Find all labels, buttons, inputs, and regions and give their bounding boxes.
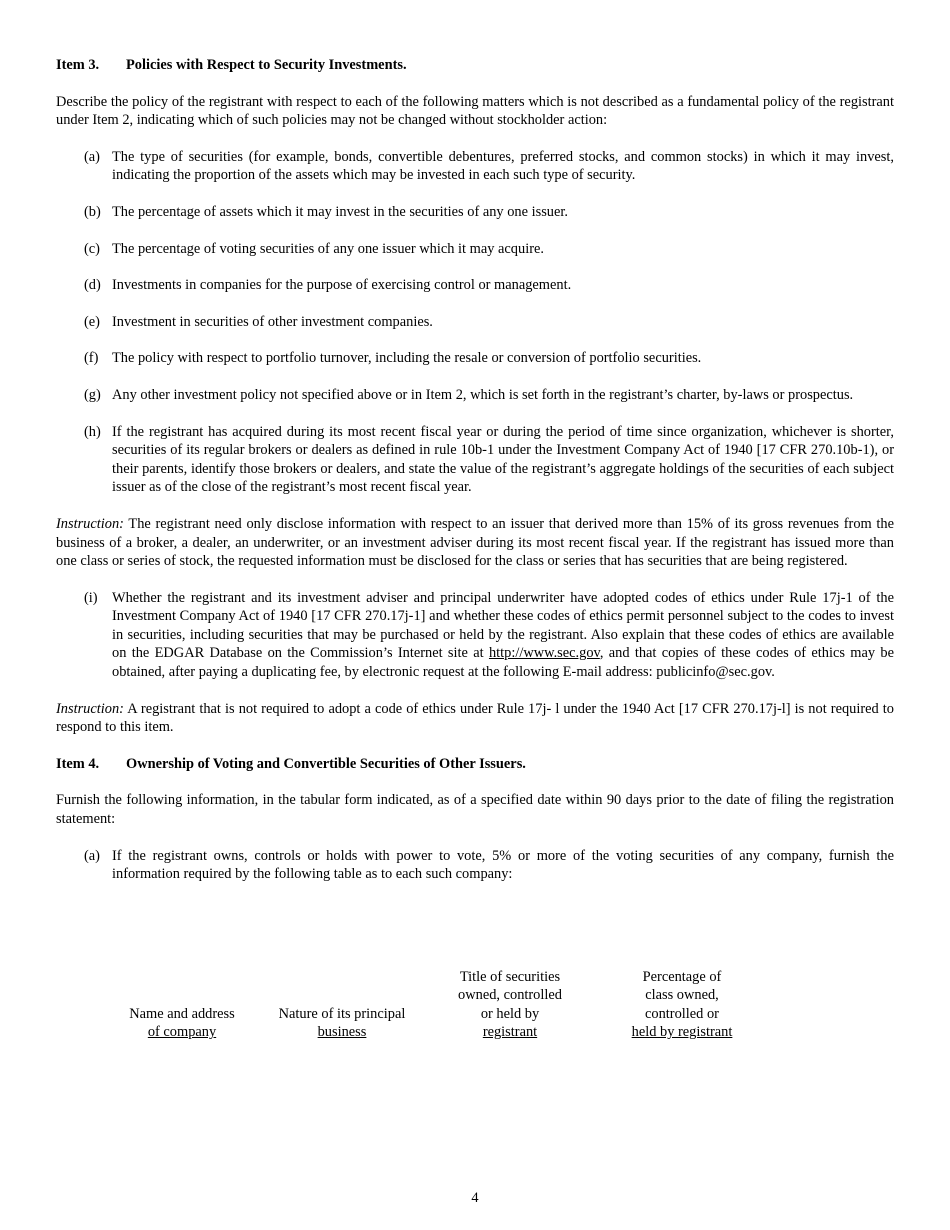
item3-heading [56, 56, 894, 75]
list-text: The percentage of voting securities of any one issuer which it may acquire. [112, 240, 544, 257]
list-text: Investment in securities of other investment companies. [112, 313, 433, 330]
instruction-paragraph-1 [56, 515, 894, 571]
list-item [56, 847, 894, 884]
page-number: 4 [471, 1190, 479, 1206]
list-item [56, 423, 894, 497]
column-header-nature-business [262, 1005, 422, 1042]
item4-number: Item 4. [56, 755, 100, 772]
list-item [56, 276, 894, 295]
item4-heading [56, 755, 894, 774]
list-item [56, 203, 894, 222]
list-label: (h) [84, 423, 101, 440]
list-item [56, 349, 894, 368]
item4-list [56, 847, 894, 884]
list-text: If the registrant has acquired during its most recent fiscal year or during the period of time since organization, whichever is shorter, securities of its regular brokers or dealers as defined in rule 10b-1 under the Investment Company Act of 1940 [17 CFR 270.10b-1), or their parents, identify those brokers or dealers, and state the value of the registrant’s aggregate holdings of the securities of each subject issuer as of the close of the registrant’s most recent fiscal year. [112, 423, 894, 496]
ownership-table-header [112, 962, 752, 1042]
item3-number: Item 3. [56, 57, 100, 73]
list-text: Investments in companies for the purpose of exercising control or management. [112, 277, 572, 294]
list-item [56, 240, 894, 259]
list-label: (g) [84, 386, 101, 403]
list-label: (f) [84, 350, 99, 367]
list-item [56, 589, 894, 682]
item4-intro: Furnish the following information, in the tabular form indicated, as of a specified date within 90 days prior to the date of filing the registration statement: [56, 792, 894, 828]
instruction-label: Instruction: [56, 515, 124, 532]
header-line-underlined: business [317, 1024, 367, 1041]
list-label: (d) [84, 277, 101, 294]
header-line: Nature of its principal [278, 1005, 406, 1022]
header-line: owned, controlled [458, 987, 562, 1004]
header-line-underlined: held by registrant [631, 1024, 733, 1041]
sec-website-link[interactable]: http://www.sec.gov [488, 645, 600, 662]
instruction-paragraph-2 [56, 700, 894, 737]
list-item [56, 148, 894, 185]
column-header-percentage [607, 968, 757, 1042]
item3-title: Policies with Respect to Security Investments. [126, 57, 407, 73]
instruction-label: Instruction: [56, 700, 124, 717]
item3-intro: Describe the policy of the registrant with respect to each of the following matters which is not described as a fundamental policy of the registrant under Item 2, indicating which of such policies may not be changed without stockholder action: [56, 93, 894, 129]
header-line: Percentage of [642, 968, 722, 985]
list-label: (e) [84, 313, 100, 330]
list-label: (b) [84, 203, 101, 220]
header-line: or held by [480, 1005, 540, 1022]
list-text: Any other investment policy not specified above or in Item 2, which is set forth in the registrant’s charter, by-laws or prospectus. [112, 386, 854, 403]
header-line-underlined: of company [147, 1024, 217, 1041]
list-item [56, 313, 894, 332]
instruction-text: A registrant that is not required to adopt a code of ethics under Rule 17j- l under the 1940 Act [17 CFR 270.17j-l] is not required to respond to this item. [56, 700, 894, 736]
header-line-underlined: registrant [482, 1024, 538, 1041]
list-label: (c) [84, 240, 100, 257]
list-item [56, 386, 894, 405]
column-header-name-address [112, 1005, 252, 1042]
header-line: controlled or [645, 1005, 719, 1022]
list-text-continued: , and that copies of these codes of ethics may be obtained, after paying a duplicating fee, by electronic request at the following E-mail address: publicinfo@sec.gov. [112, 645, 894, 681]
list-text: If the registrant owns, controls or holds with power to vote, 5% or more of the voting securities of any company, furnish the information required by the following table as to each such company: [112, 847, 894, 883]
column-header-title-securities [437, 968, 583, 1042]
header-line: Title of securities [459, 968, 561, 985]
list-label: (a) [84, 148, 100, 165]
list-text: The policy with respect to portfolio turnover, including the resale or conversion of portfolio securities. [112, 350, 702, 367]
document-body [56, 56, 894, 902]
header-line: Name and address [129, 1005, 235, 1022]
item3-policy-list [56, 148, 894, 497]
item4-title: Ownership of Voting and Convertible Securities of Other Issuers. [126, 755, 526, 772]
list-text: The type of securities (for example, bonds, convertible debentures, preferred stocks, and common stocks) in which it may invest, indicating the proportion of the assets which may be invested in each such type of security. [112, 148, 894, 184]
header-line: class owned, [645, 987, 719, 1004]
list-label: (i) [84, 589, 98, 606]
list-text: Whether the registrant and its investment adviser and principal underwriter have adopted codes of ethics under Rule 17j-1 of the Investment Company Act of 1940 [17 CFR 270.17j-1] and whether these codes of ethics permit personnel subject to the codes to invest in securities, including securities that may be purchased or held by the registrant. Also explain that these codes of ethics are available on the EDGAR Database on the Commission’s Internet site at [112, 589, 894, 662]
instruction-text: The registrant need only disclose information with respect to an issuer that derived more than 15% of its gross revenues from the business of a broker, a dealer, an underwriter, or an investment adviser during its most recent fiscal year. If the registrant has issued more than one class or series of stock, the requested information must be disclosed for the class or series that has securities that are being registered. [56, 515, 894, 570]
item3-ethics-list [56, 589, 894, 682]
list-label: (a) [84, 847, 100, 864]
list-text: The percentage of assets which it may invest in the securities of any one issuer. [112, 203, 568, 220]
